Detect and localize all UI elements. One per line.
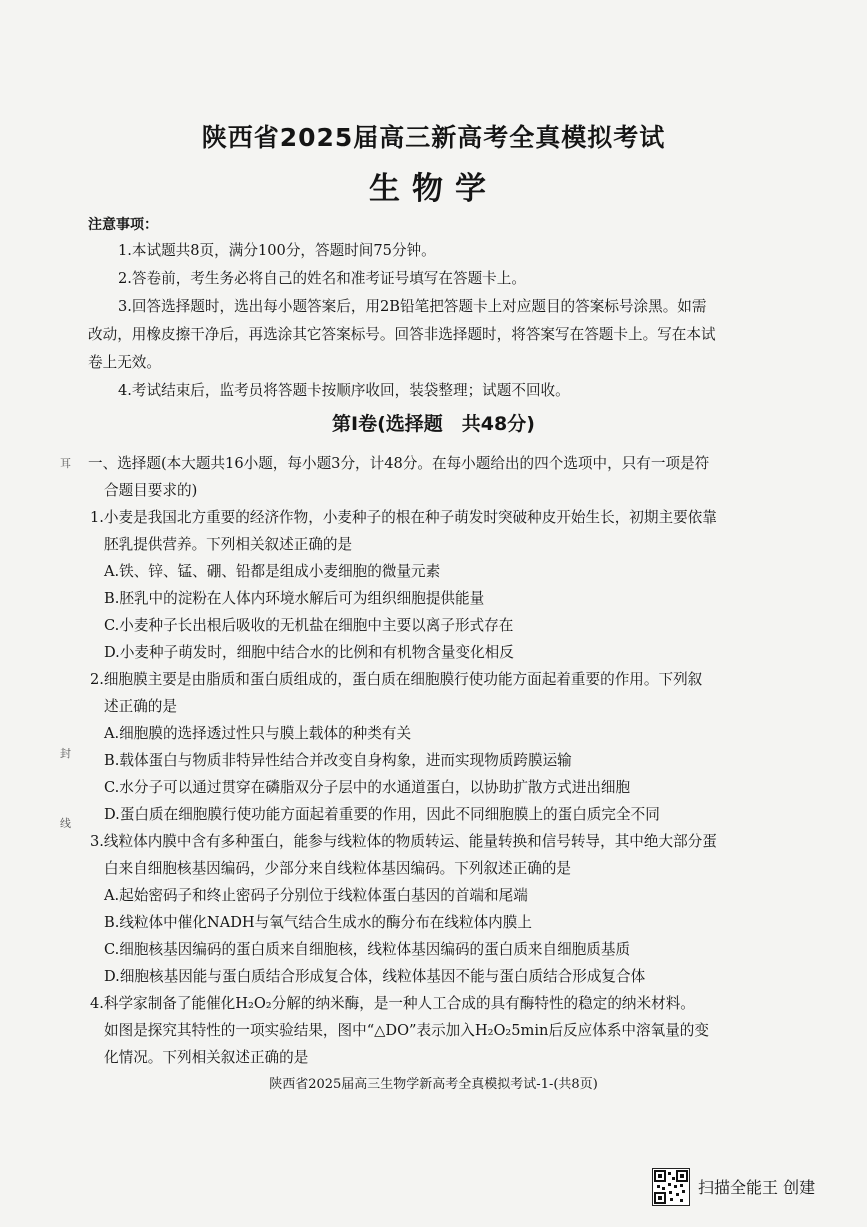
subject-title: 生物学: [369, 171, 498, 207]
question-2-option-d: D.蛋白质在细胞膜行使功能方面起着重要的作用，因此不同细胞膜上的蛋白质完全不同: [104, 806, 660, 823]
section-heading: 第Ⅰ卷(选择题 共48分): [332, 413, 535, 435]
binding-margin-mark: 封: [60, 747, 71, 760]
question-3-option-a: A.起始密码子和终止密码子分别位于线粒体蛋白基因的首端和尾端: [104, 887, 528, 904]
question-2-option-b: B.载体蛋白与物质非特异性结合并改变自身构象，进而实现物质跨膜运输: [104, 752, 572, 769]
note-line: 卷上无效。: [88, 354, 161, 371]
question-3-option-b: B.线粒体中催化NADH与氧气结合生成水的酶分布在线粒体内膜上: [104, 914, 532, 931]
question-4-stem: 如图是探究其特性的一项实验结果，图中“△DO”表示加入H₂O₂5min后反应体系中溶氧量的变: [104, 1022, 709, 1039]
binding-margin-mark: 线: [60, 817, 71, 830]
question-1-stem: 1.小麦是我国北方重要的经济作物，小麦种子的根在种子萌发时突破种皮开始生长，初期主要依靠: [90, 509, 717, 526]
question-1-option-d: D.小麦种子萌发时，细胞中结合水的比例和有机物含量变化相反: [104, 644, 514, 661]
section-intro: 一、选择题(本大题共16小题，每小题3分，计48分。在每小题给出的四个选项中，只有一项是符: [88, 455, 710, 472]
note-line: 3.回答选择题时，选出每小题答案后，用2B铅笔把答题卡上对应题目的答案标号涂黑。如需: [118, 298, 707, 315]
question-3-option-d: D.细胞核基因能与蛋白质结合形成复合体，线粒体基因不能与蛋白质结合形成复合体: [104, 968, 646, 985]
question-4-stem: 4.科学家制备了能催化H₂O₂分解的纳米酶，是一种人工合成的具有酶特性的稳定的纳米材料。: [90, 995, 695, 1012]
note-line: 4.考试结束后，监考员将答题卡按顺序收回，装袋整理；试题不回收。: [118, 382, 570, 399]
note-line: 改动，用橡皮擦干净后，再选涂其它答案标号。回答非选择题时，将答案写在答题卡上。写在本试: [88, 326, 716, 343]
exam-title: 陕西省2025届高三新高考全真模拟考试: [201, 123, 666, 152]
section-intro: 合题目要求的): [104, 482, 198, 499]
question-2-stem: 述正确的是: [104, 698, 177, 715]
scanner-label: 扫描全能王 创建: [698, 1178, 816, 1197]
question-3-stem: 白来自细胞核基因编码，少部分来自线粒体基因编码。下列叙述正确的是: [104, 860, 572, 877]
note-line: 2.答卷前，考生务必将自己的姓名和准考证号填写在答题卡上。: [118, 270, 526, 287]
qr-code-icon: [652, 1168, 690, 1206]
question-2-option-a: A.细胞膜的选择透过性只与膜上载体的种类有关: [104, 725, 412, 742]
question-3-stem: 3.线粒体内膜中含有多种蛋白，能参与线粒体的物质转运、能量转换和信号转导，其中绝大部分蛋: [90, 833, 717, 850]
question-2-option-c: C.水分子可以通过贯穿在磷脂双分子层中的水通道蛋白，以协助扩散方式进出细胞: [104, 779, 631, 796]
question-1-option-b: B.胚乳中的淀粉在人体内环境水解后可为组织细胞提供能量: [104, 590, 485, 607]
question-3-option-c: C.细胞核基因编码的蛋白质来自细胞核，线粒体基因编码的蛋白质来自细胞质基质: [104, 941, 631, 958]
question-1-option-c: C.小麦种子长出根后吸收的无机盐在细胞中主要以离子形式存在: [104, 617, 514, 634]
question-4-stem: 化情况。下列相关叙述正确的是: [104, 1049, 309, 1066]
question-1-option-a: A.铁、锌、锰、硼、铅都是组成小麦细胞的微量元素: [104, 563, 441, 580]
page-footer: 陕西省2025届高三生物学新高考全真模拟考试-1-(共8页): [269, 1077, 598, 1092]
question-1-stem: 胚乳提供营养。下列相关叙述正确的是: [104, 536, 353, 553]
question-2-stem: 2.细胞膜主要是由脂质和蛋白质组成的，蛋白质在细胞膜行使功能方面起着重要的作用。下列叙: [90, 671, 703, 688]
binding-margin-mark: 耳: [60, 457, 71, 470]
notes-heading: 注意事项：: [88, 217, 158, 233]
note-line: 1.本试题共8页，满分100分，答题时间75分钟。: [118, 242, 436, 259]
